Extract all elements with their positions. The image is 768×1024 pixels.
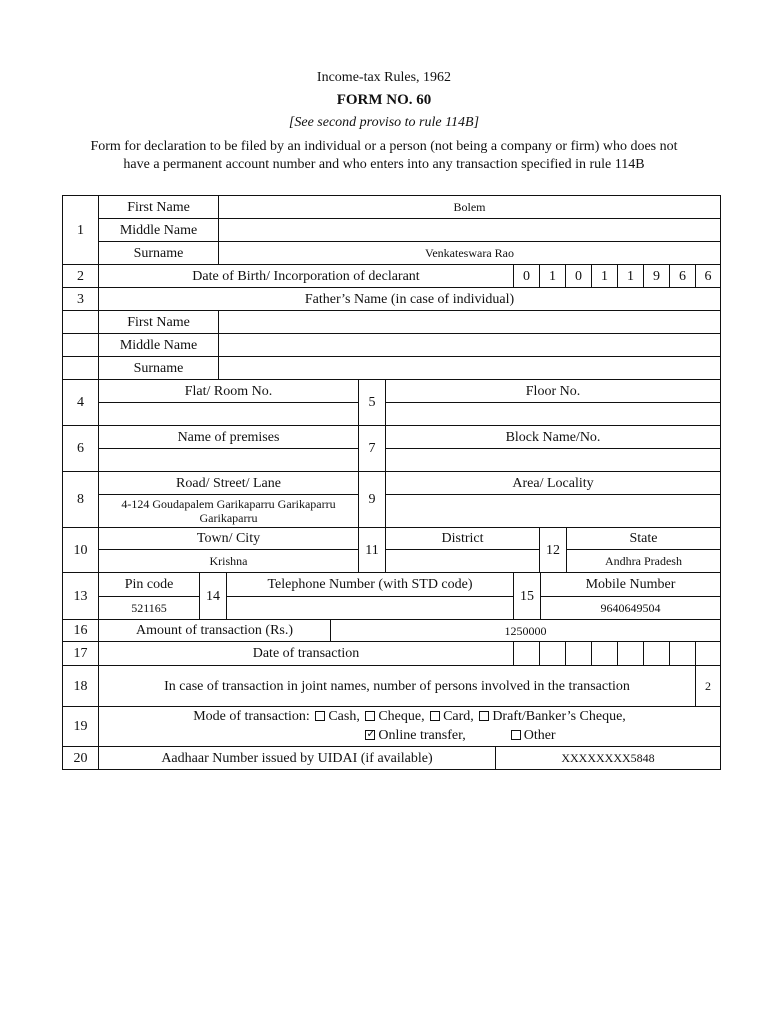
flat-room-field[interactable] [98, 402, 359, 426]
row-13-number: 13 [62, 572, 99, 620]
father-middle-name-label: Middle Name [98, 333, 219, 357]
transaction-date-label: Date of transaction [98, 641, 514, 666]
amount-label: Amount of transaction (Rs.) [98, 619, 331, 642]
transaction-date-digit[interactable] [695, 641, 721, 666]
area-locality-label: Area/ Locality [385, 471, 721, 495]
amount-field[interactable]: 1250000 [330, 619, 721, 642]
middle-name-field[interactable] [218, 218, 721, 242]
online-transfer-checkbox[interactable] [365, 730, 375, 740]
card-option: Card, [443, 709, 474, 724]
middle-name-label: Middle Name [98, 218, 219, 242]
block-name-field[interactable] [385, 448, 721, 472]
cash-option: Cash, [328, 709, 360, 724]
draft-option: Draft/Banker’s Cheque, [492, 709, 626, 724]
row-3-spacer [62, 333, 99, 357]
other-checkbox[interactable] [511, 730, 521, 740]
aadhaar-field[interactable]: XXXXXXXX5848 [495, 746, 721, 770]
row-5-number: 5 [358, 379, 386, 426]
row-8-number: 8 [62, 471, 99, 528]
row-14-number: 14 [199, 572, 227, 620]
transaction-date-digit[interactable] [513, 641, 540, 666]
dob-digit[interactable]: 0 [513, 264, 540, 288]
other-option: Other [523, 728, 556, 743]
cheque-checkbox[interactable] [365, 711, 375, 721]
dob-digit[interactable]: 0 [565, 264, 592, 288]
form-proviso: [See second proviso to rule 114B] [288, 115, 480, 130]
dob-digit[interactable]: 6 [695, 264, 721, 288]
dob-digit[interactable]: 1 [617, 264, 644, 288]
row-10-number: 10 [62, 527, 99, 573]
road-street-field[interactable]: 4-124 Goudapalem Garikaparru Garikaparru Garikaparru [98, 494, 359, 528]
floor-no-field[interactable] [385, 402, 721, 426]
area-locality-field[interactable] [385, 494, 721, 528]
row-4-number: 4 [62, 379, 99, 426]
father-surname-field[interactable] [218, 356, 721, 380]
road-street-label: Road/ Street/ Lane [98, 471, 359, 495]
town-city-label: Town/ City [98, 527, 359, 550]
row-20-number: 20 [62, 746, 99, 770]
floor-no-label: Floor No. [385, 379, 721, 403]
block-name-label: Block Name/No. [385, 425, 721, 449]
father-middle-name-field[interactable] [218, 333, 721, 357]
dob-digit[interactable]: 1 [591, 264, 618, 288]
row-2-number: 2 [62, 264, 99, 288]
transaction-date-digit[interactable] [565, 641, 592, 666]
telephone-label: Telephone Number (with STD code) [226, 572, 514, 597]
mobile-number-label: Mobile Number [540, 572, 721, 597]
transaction-date-digit[interactable] [591, 641, 618, 666]
draft-checkbox[interactable] [479, 711, 489, 721]
card-checkbox[interactable] [430, 711, 440, 721]
premises-label: Name of premises [98, 425, 359, 449]
row-3-spacer [62, 356, 99, 380]
dob-digit[interactable]: 1 [539, 264, 566, 288]
row-9-number: 9 [358, 471, 386, 528]
row-7-number: 7 [358, 425, 386, 472]
aadhaar-label: Aadhaar Number issued by UIDAI (if available) [98, 746, 496, 770]
premises-field[interactable] [98, 448, 359, 472]
telephone-field[interactable] [226, 596, 514, 620]
state-field[interactable]: Andhra Pradesh [566, 549, 721, 573]
district-label: District [385, 527, 540, 550]
row-12-number: 12 [539, 527, 567, 573]
surname-label: Surname [98, 241, 219, 265]
cash-checkbox[interactable] [315, 711, 325, 721]
fathers-name-label: Father’s Name (in case of individual) [98, 287, 721, 311]
row-17-number: 17 [62, 641, 99, 666]
transaction-date-digit[interactable] [539, 641, 566, 666]
joint-persons-field[interactable]: 2 [695, 665, 721, 707]
town-city-field[interactable]: Krishna [98, 549, 359, 573]
online-transfer-option: Online transfer, [378, 728, 466, 743]
mobile-number-field[interactable]: 9640649504 [540, 596, 721, 620]
state-label: State [566, 527, 721, 550]
form-description: Form for declaration to be filed by an individual or a person (not being a company or firm) who does not have a permanent account number and who enters into any transaction specified in rule 114B [90, 139, 678, 172]
surname-field[interactable]: Venkateswara Rao [218, 241, 721, 265]
form-rules-title: Income-tax Rules, 1962 [316, 70, 452, 85]
mode-of-transaction [98, 706, 721, 747]
pin-code-label: Pin code [98, 572, 200, 597]
row-3-number: 3 [62, 287, 99, 311]
transaction-date-digit[interactable] [643, 641, 670, 666]
first-name-field[interactable]: Bolem [218, 195, 721, 219]
district-field[interactable] [385, 549, 540, 573]
father-first-name-field[interactable] [218, 310, 721, 334]
date-of-birth-label: Date of Birth/ Incorporation of declarant [98, 264, 514, 288]
father-surname-label: Surname [98, 356, 219, 380]
row-18-number: 18 [62, 665, 99, 707]
row-1-number: 1 [62, 195, 99, 265]
flat-room-label: Flat/ Room No. [98, 379, 359, 403]
mode-label: Mode of transaction: [193, 709, 310, 724]
transaction-date-digit[interactable] [617, 641, 644, 666]
pin-code-field[interactable]: 521165 [98, 596, 200, 620]
dob-digit[interactable]: 9 [643, 264, 670, 288]
first-name-label: First Name [98, 195, 219, 219]
row-11-number: 11 [358, 527, 386, 573]
joint-persons-label: In case of transaction in joint names, number of persons involved in the transaction [98, 665, 696, 707]
row-6-number: 6 [62, 425, 99, 472]
cheque-option: Cheque, [378, 709, 425, 724]
row-19-number: 19 [62, 706, 99, 747]
row-15-number: 15 [513, 572, 541, 620]
form-number: FORM NO. 60 [336, 92, 432, 108]
transaction-date-digit[interactable] [669, 641, 696, 666]
father-first-name-label: First Name [98, 310, 219, 334]
row-16-number: 16 [62, 619, 99, 642]
row-3-spacer [62, 310, 99, 334]
dob-digit[interactable]: 6 [669, 264, 696, 288]
